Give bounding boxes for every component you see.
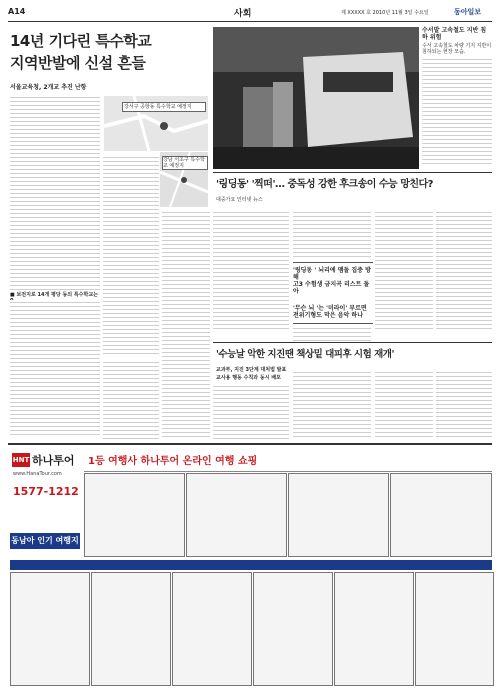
ad-listings-top — [84, 473, 492, 557]
main-body-col1b — [10, 300, 100, 438]
callout2-line1: '무슨 뇌 '는 '미라이' 부르면 — [293, 305, 367, 312]
hanatour-banner: 동남아 인기 여행지 — [10, 533, 80, 549]
main-headline-line1: 14년 기다린 특수학교 — [10, 32, 152, 50]
main-body-col2 — [103, 155, 159, 355]
hanatour-logo-icon: HNT — [12, 453, 30, 467]
brand-name: 동아일보 — [454, 8, 482, 16]
middle-sublabel: 대중가요 인터넷 뉴스 — [216, 197, 263, 203]
main-body-col3 — [162, 210, 210, 438]
region-box-1 — [10, 572, 90, 686]
hanatour-brand: 하나투어 — [32, 454, 75, 467]
map-gangseo — [104, 96, 208, 151]
main-headline — [10, 30, 210, 74]
region-box-2 — [91, 572, 171, 686]
bottom-col1 — [213, 384, 289, 439]
ad-top-rule — [8, 443, 492, 445]
middle-col3 — [375, 210, 433, 330]
bottom-headline: '수능날 악한 지진땐 책상밑 대피후 시험 재개' — [216, 349, 394, 360]
photo-caption-title: 수서발 고속철도 지반 침하 위험 — [422, 27, 487, 41]
train-photo — [213, 27, 419, 169]
main-headline-line2: 지역반발에 신설 흔들 — [10, 54, 146, 72]
bottom-subhead2: 교사용 행동 수칙과 동시 배포 — [216, 375, 281, 381]
photo-caption-text — [422, 57, 492, 167]
hanatour-brand-panel — [10, 449, 80, 557]
hanatour-phone: 1577-1212 — [13, 485, 79, 498]
ad-top-banner-title: 1등 여행사 하나투어 온라인 여행 쇼핑 — [88, 456, 258, 467]
middle-headline: '링딩동' '찍떠'… 중독성 강한 후크송이 수능 망친다? — [216, 179, 433, 190]
section-name: 사회 — [234, 9, 252, 19]
masthead-rule — [8, 21, 492, 22]
hanatour-website: www.HanaTour.com — [13, 471, 62, 477]
main-byline: 서울교육청, 2개교 추진 난항 — [10, 84, 87, 91]
ad-listings-bottom — [10, 560, 492, 686]
map-gangnam — [160, 152, 208, 207]
middle-top-rule — [213, 172, 492, 173]
tour-box-3 — [288, 473, 389, 557]
map2-label: 강남 서초구 특수학교 예정지 — [162, 156, 208, 170]
photo-caption — [422, 27, 492, 169]
ad-bottom-header — [10, 560, 492, 570]
dateline: 제 XXXXX 호 2010년 11월 3일 수요일 — [341, 10, 429, 16]
callout1-line2: 고3 수험생 금지곡 리스트 돌아 — [293, 281, 370, 295]
main-subhead: ■ 보전지로 14개 평당 동의 특수학교는 — [10, 292, 99, 298]
callout2-line2: 전위기형도 막은 음악 하나 — [293, 312, 364, 319]
main-body-col2b — [103, 360, 159, 440]
bottom-col2 — [293, 370, 371, 439]
bottom-article-rule — [213, 342, 492, 343]
ad-top-banner — [84, 449, 492, 472]
map1-label: 강서구 공항동 특수학교 예정지 — [122, 102, 206, 112]
tour-box-4 — [390, 473, 492, 557]
masthead — [8, 6, 492, 20]
middle-callout — [293, 262, 373, 324]
region-box-3 — [172, 572, 252, 686]
region-box-5 — [334, 572, 414, 686]
region-box-4 — [253, 572, 333, 686]
page-number: A14 — [8, 7, 26, 16]
bottom-col3 — [375, 370, 433, 439]
callout1-line1: '링딩동 ' 뇌리에 맴돌 집중 방해 — [293, 267, 371, 281]
middle-col1 — [213, 210, 289, 330]
tour-box-2 — [186, 473, 287, 557]
photo-graphic — [213, 27, 419, 169]
middle-col2 — [293, 210, 371, 258]
photo-caption-body: 수서 고속철도 차량 기지 지반이 침하되는 현장 모습. — [422, 43, 492, 55]
region-box-6 — [415, 572, 494, 686]
tour-box-1 — [84, 473, 185, 557]
middle-col2b — [293, 326, 371, 341]
main-body-col1 — [10, 95, 100, 290]
bottom-subhead: 교과부, 지진 3단계 대처법 발표 — [216, 367, 287, 373]
middle-col4 — [436, 210, 492, 330]
bottom-col4 — [436, 370, 492, 439]
